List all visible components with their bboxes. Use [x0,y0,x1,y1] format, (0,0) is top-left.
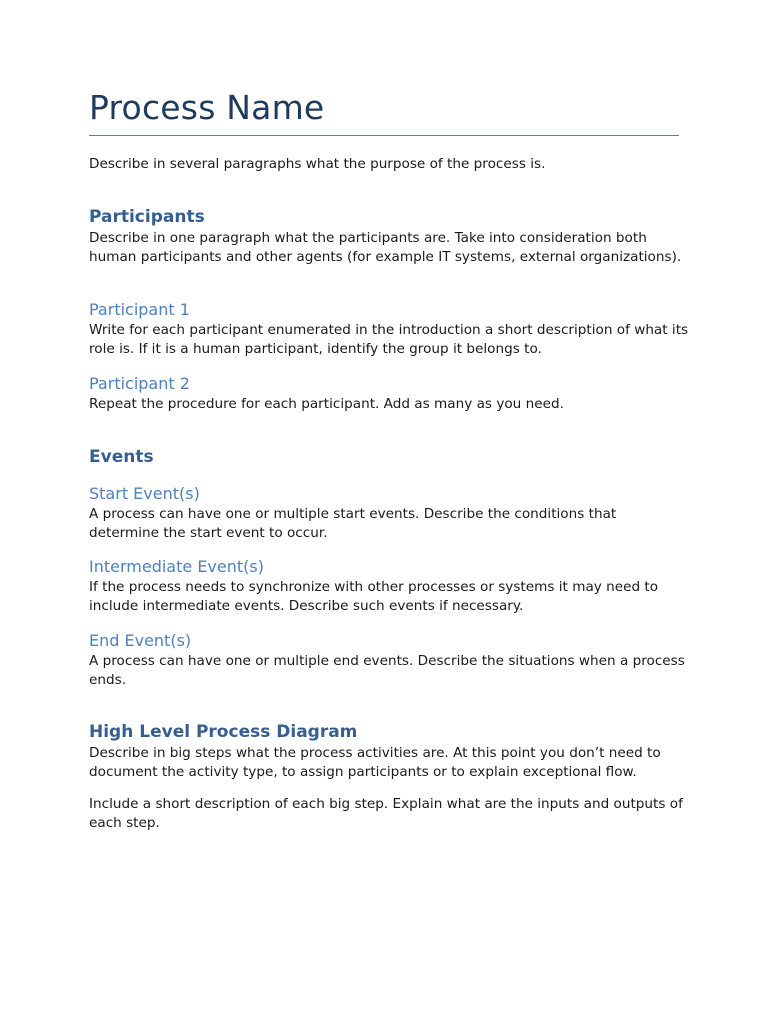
participant-1-section [89,299,689,359]
start-events-paragraph: A process can have one or multiple start events. Describe the conditions that determine the start event to occur. [89,506,617,541]
intermediate-events-heading: Intermediate Event(s) [89,557,264,576]
participant-1-paragraph: Write for each participant enumerated in the introduction a short description of what its role is. If it is a human participant, identify the group it belongs to. [89,322,689,357]
participant-2-heading: Participant 2 [89,374,190,393]
diagram-section [89,721,689,833]
end-events-paragraph: A process can have one or multiple end events. Describe the situations when a process ends. [89,653,685,688]
start-events-section [89,483,689,543]
diagram-heading: High Level Process Diagram [89,722,358,742]
end-events-heading: End Event(s) [89,631,192,650]
diagram-paragraph-1: Describe in big steps what the process activities are. At this point you don’t need to document the activity type, to assign participants or to explain exceptional flow. [89,745,661,780]
intermediate-events-paragraph: If the process needs to synchronize with other processes or systems it may need to include intermediate events. Describe such events if necessary. [89,579,659,614]
intro-paragraph: Describe in several paragraphs what the purpose of the process is. [89,156,546,172]
intermediate-events-section [89,556,689,616]
intro-section [89,155,689,174]
diagram-paragraph-2: Include a short description of each big step. Explain what are the inputs and outputs of each step. [89,796,683,831]
participants-heading: Participants [89,207,205,227]
events-section [89,446,689,468]
participants-section [89,206,689,267]
document-title: Process Name [89,88,325,127]
events-heading: Events [89,447,154,467]
participant-2-section [89,373,689,414]
participants-paragraph: Describe in one paragraph what the participants are. Take into consideration both human participants and other agents (for example IT systems, external organizations). [89,230,682,265]
participant-1-heading: Participant 1 [89,300,190,319]
title-underline [89,135,679,136]
start-events-heading: Start Event(s) [89,484,200,503]
participant-2-paragraph: Repeat the procedure for each participant. Add as many as you need. [89,396,564,412]
end-events-section [89,630,689,690]
